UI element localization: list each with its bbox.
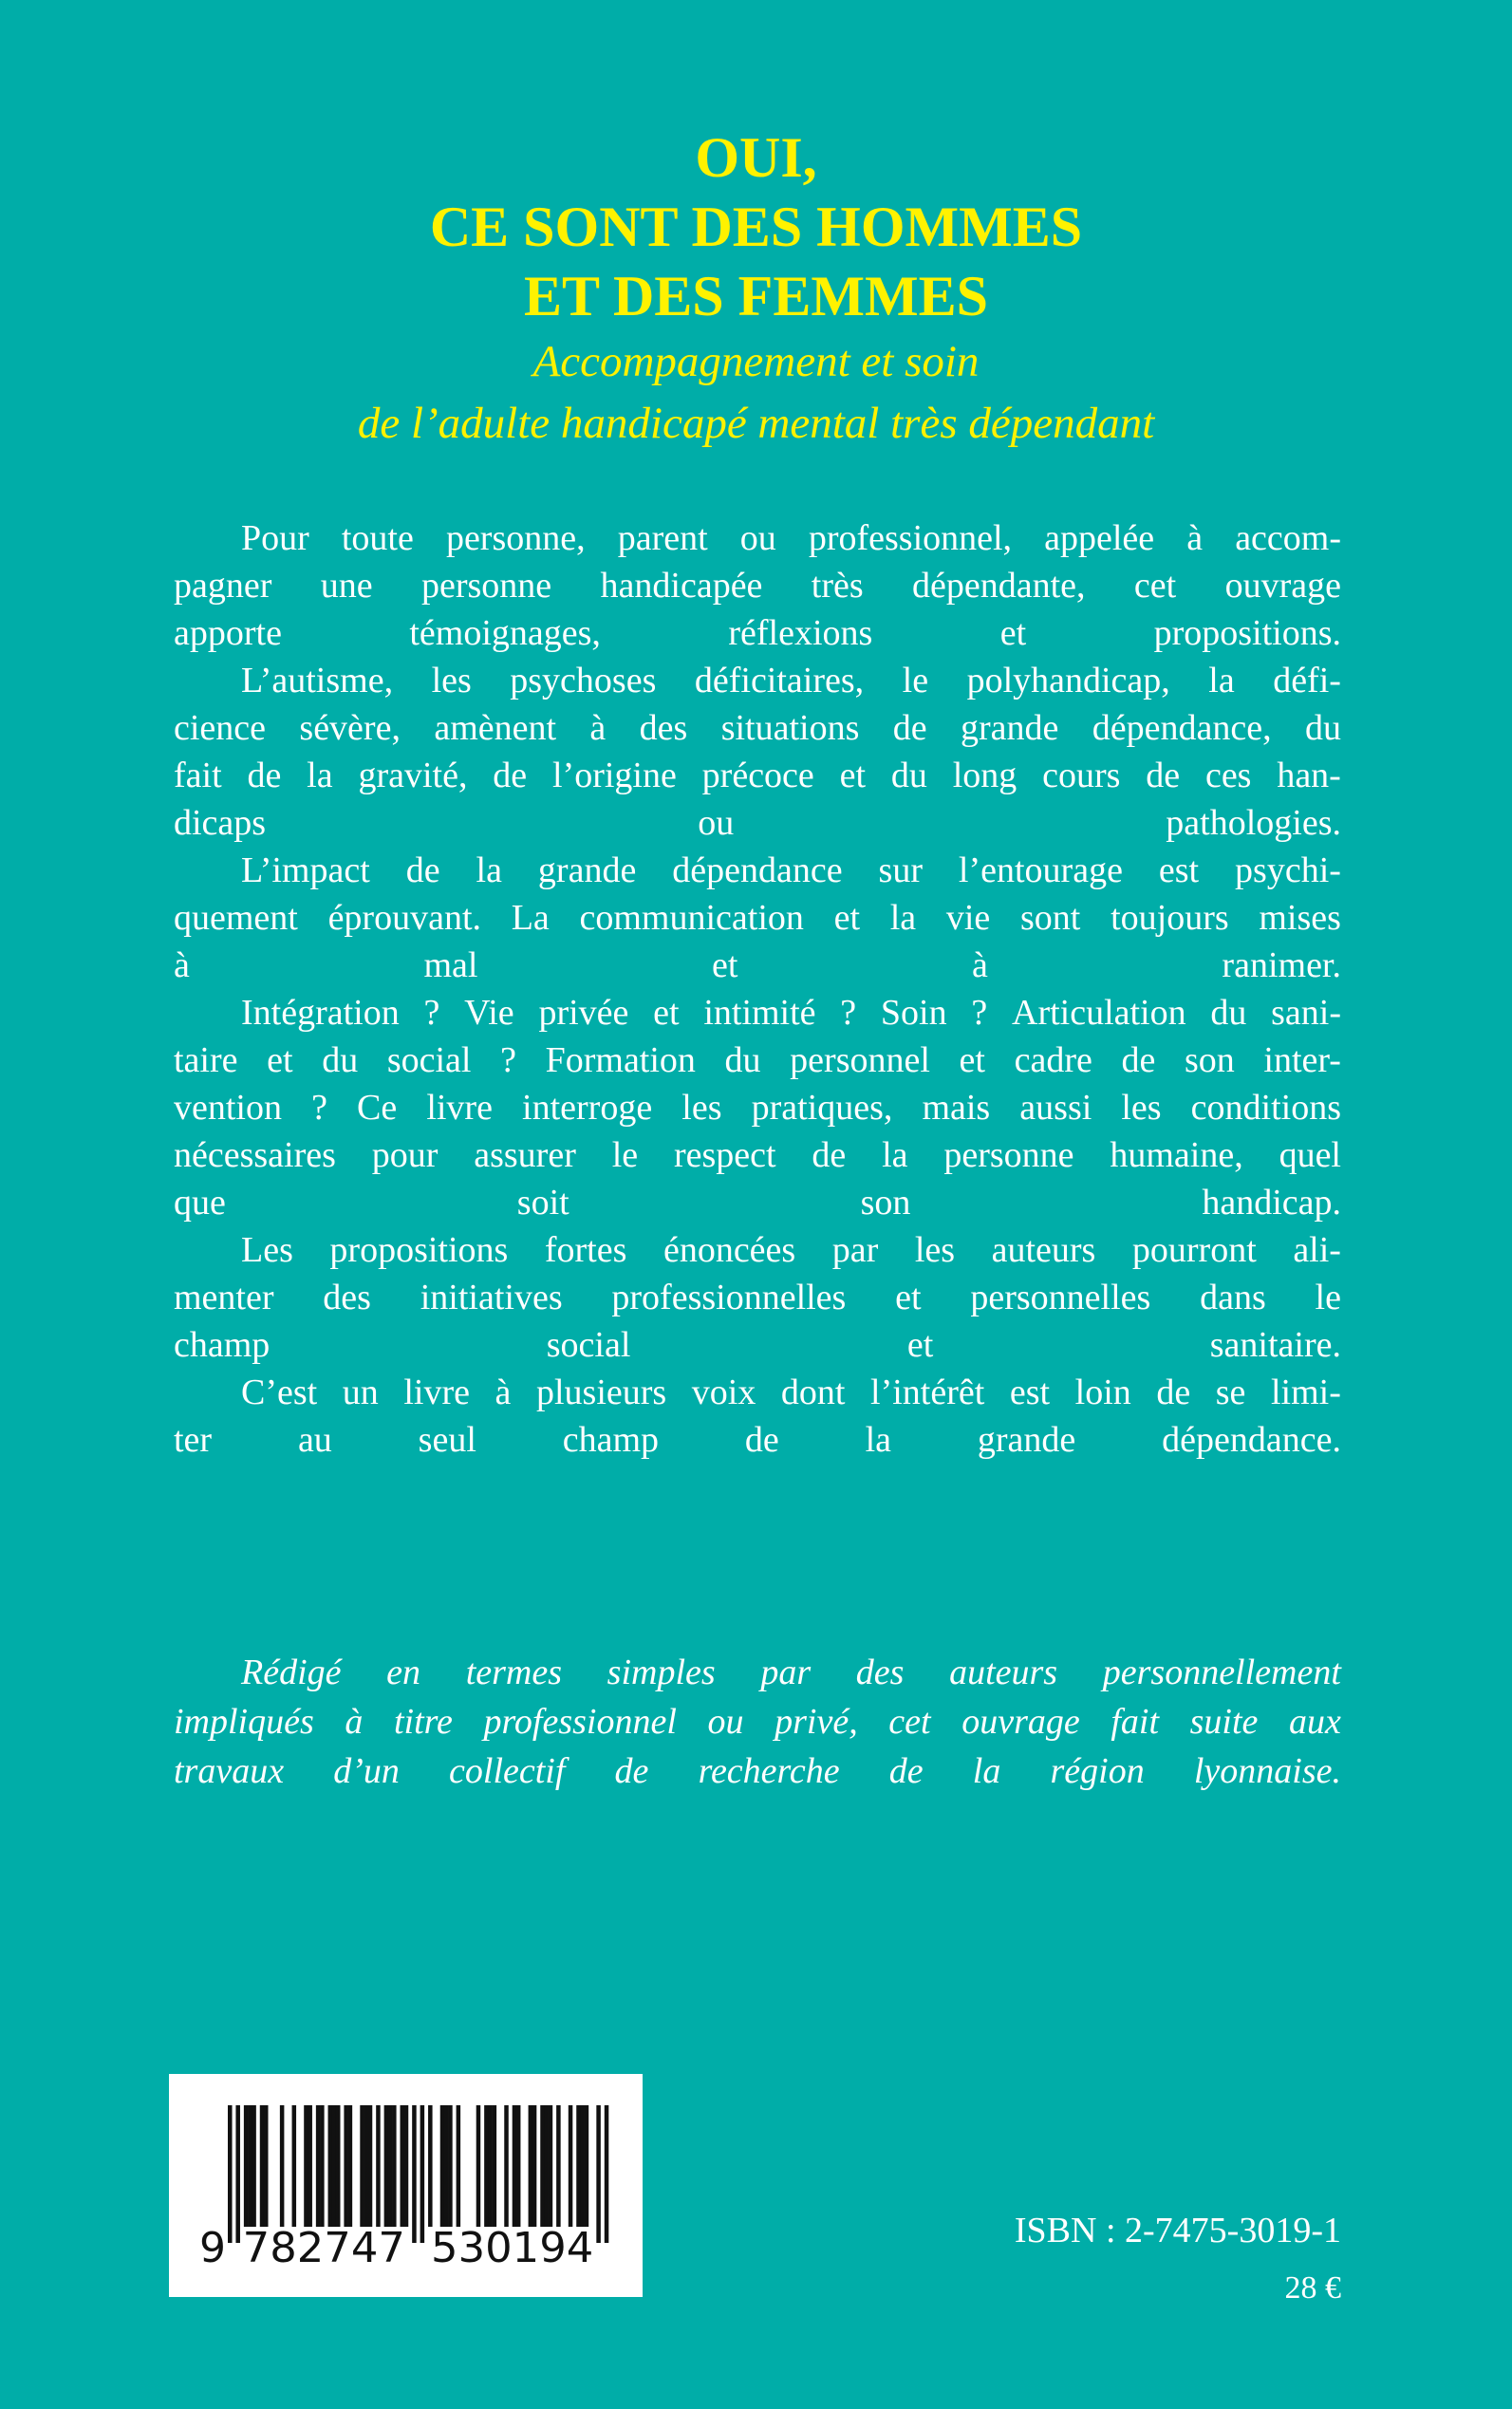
barcode xyxy=(169,2074,643,2297)
paragraph-line: taire et du social ? Formation du personnel et cadre de son inter- xyxy=(174,1040,1341,1080)
barcode-digits: 530194 xyxy=(431,2224,594,2272)
barcode-graphic xyxy=(169,2074,643,2297)
barcode-bar xyxy=(488,2105,493,2227)
paragraph-line: que soit son handicap. xyxy=(174,1183,1341,1223)
barcode-bar xyxy=(384,2105,389,2227)
barcode-bar xyxy=(457,2105,461,2227)
paragraph xyxy=(174,657,1341,847)
barcode-bar xyxy=(493,2105,497,2227)
barcode-bar xyxy=(516,2105,521,2227)
italic-note-line: impliqués à titre professionnel ou privé, cet ouvrage fait suite aux xyxy=(174,1702,1341,1742)
barcode-bar xyxy=(532,2105,537,2227)
barcode-bar xyxy=(244,2105,249,2227)
subtitle-line-2: de l’adulte handicapé mental très dépendant xyxy=(357,399,1155,448)
paragraph-line: menter des initiatives professionnelles et personnelles dans le xyxy=(174,1278,1341,1317)
barcode-bar xyxy=(364,2105,369,2227)
barcode-bar xyxy=(328,2105,333,2227)
paragraph-line: à mal et à ranimer. xyxy=(174,945,1341,985)
blurb-body xyxy=(174,514,1341,1464)
barcode-digits: 9 xyxy=(199,2224,226,2272)
italic-note-line: travaux d’un collectif de recherche de la région lyonnaise. xyxy=(174,1751,1341,1791)
paragraph-line: L’autisme, les psychoses déficitaires, le polyhandicap, la défi- xyxy=(241,661,1341,700)
barcode-bar xyxy=(332,2105,337,2227)
barcode-bar xyxy=(292,2105,297,2227)
barcode-bar xyxy=(360,2105,364,2227)
barcode-bar xyxy=(248,2105,252,2227)
barcode-bar xyxy=(260,2105,265,2227)
barcode-bar xyxy=(549,2105,553,2227)
barcode-bar xyxy=(428,2105,433,2227)
barcode-bar xyxy=(504,2105,509,2227)
subtitle-line-1: Accompagnement et soin xyxy=(532,337,980,386)
barcode-bar xyxy=(448,2105,453,2227)
price: 28 € xyxy=(1284,2270,1341,2306)
paragraph-line: ter au seul champ de la grande dépendance. xyxy=(174,1420,1341,1460)
barcode-bar xyxy=(368,2105,373,2227)
paragraph xyxy=(174,847,1341,989)
isbn: ISBN : 2-7475-3019-1 xyxy=(1014,2211,1341,2250)
paragraph-line: dicaps ou pathologies. xyxy=(174,803,1341,843)
paragraph xyxy=(174,514,1341,657)
barcode-bar xyxy=(484,2105,489,2227)
barcode-bar xyxy=(540,2105,545,2227)
paragraph-line: vention ? Ce livre interroge les pratiques, mais aussi les conditions xyxy=(174,1088,1341,1128)
barcode-bar xyxy=(348,2105,353,2227)
barcode-guard-bar xyxy=(235,2105,240,2243)
barcode-guard-bar xyxy=(228,2105,233,2243)
barcode-bar xyxy=(580,2105,585,2227)
paragraph xyxy=(174,1226,1341,1369)
barcode-bar xyxy=(304,2105,308,2227)
barcode-guard-bar xyxy=(596,2105,601,2243)
paragraph-line: apporte témoignages, réflexions et propositions. xyxy=(174,613,1341,653)
title-line-1: OUI, xyxy=(695,126,817,189)
title-line-3: ET DES FEMMES xyxy=(524,265,988,327)
italic-note-line: Rédigé en termes simples par des auteurs personnellement xyxy=(241,1653,1341,1692)
paragraph-line: C’est un livre à plusieurs voix dont l’intérêt est loin de se limi- xyxy=(241,1373,1341,1412)
barcode-bar xyxy=(401,2105,405,2227)
barcode-bar xyxy=(376,2105,381,2227)
barcode-bar xyxy=(569,2105,573,2227)
barcode-bar xyxy=(392,2105,397,2227)
paragraph-line: nécessaires pour assurer le respect de la personne humaine, quel xyxy=(174,1135,1341,1175)
paragraph xyxy=(174,1369,1341,1464)
barcode-bar xyxy=(404,2105,409,2227)
barcode-bar xyxy=(280,2105,285,2227)
paragraph-line: pagner une personne handicapée très dépendante, cet ouvrage xyxy=(174,566,1341,606)
barcode-bar xyxy=(513,2105,517,2227)
paragraph-line: fait de la gravité, de l’origine précoce et du long cours de ces han- xyxy=(174,756,1341,795)
barcode-bar xyxy=(316,2105,321,2227)
barcode-bar xyxy=(344,2105,348,2227)
barcode-guard-bar xyxy=(420,2105,425,2243)
barcode-bar xyxy=(444,2105,449,2227)
barcode-bar xyxy=(556,2105,561,2227)
paragraph-line: L’impact de la grande dépendance sur l’entourage est psychi- xyxy=(241,850,1341,890)
italic-note xyxy=(174,1648,1341,1796)
barcode-bar xyxy=(264,2105,269,2227)
book-title-block xyxy=(0,123,1512,455)
paragraph-line: cience sévère, amènent à des situations de grande dépendance, du xyxy=(174,708,1341,748)
barcode-bar xyxy=(585,2105,589,2227)
barcode-bar xyxy=(388,2105,393,2227)
barcode-bar xyxy=(336,2105,341,2227)
paragraph-line: champ social et sanitaire. xyxy=(174,1325,1341,1365)
barcode-guard-bar xyxy=(412,2105,417,2243)
paragraph-line: quement éprouvant. La communication et la vie sont toujours mises xyxy=(174,898,1341,938)
title-line-2: CE SONT DES HOMMES xyxy=(429,196,1083,258)
barcode-bar xyxy=(320,2105,325,2227)
paragraph-line: Les propositions fortes énoncées par les auteurs pourront ali- xyxy=(241,1230,1341,1270)
paragraph xyxy=(174,989,1341,1226)
barcode-digits: 782747 xyxy=(242,2224,405,2272)
barcode-guard-bar xyxy=(605,2105,609,2243)
barcode-bar xyxy=(544,2105,549,2227)
barcode-bar xyxy=(440,2105,445,2227)
barcode-bar xyxy=(529,2105,533,2227)
paragraph-line: Intégration ? Vie privée et intimité ? Soin ? Articulation du sani- xyxy=(241,993,1341,1033)
barcode-bar xyxy=(308,2105,312,2227)
barcode-bar xyxy=(576,2105,581,2227)
barcode-bar xyxy=(252,2105,256,2227)
barcode-bar xyxy=(476,2105,481,2227)
paragraph-line: Pour toute personne, parent ou professionnel, appelée à accom- xyxy=(241,518,1341,558)
